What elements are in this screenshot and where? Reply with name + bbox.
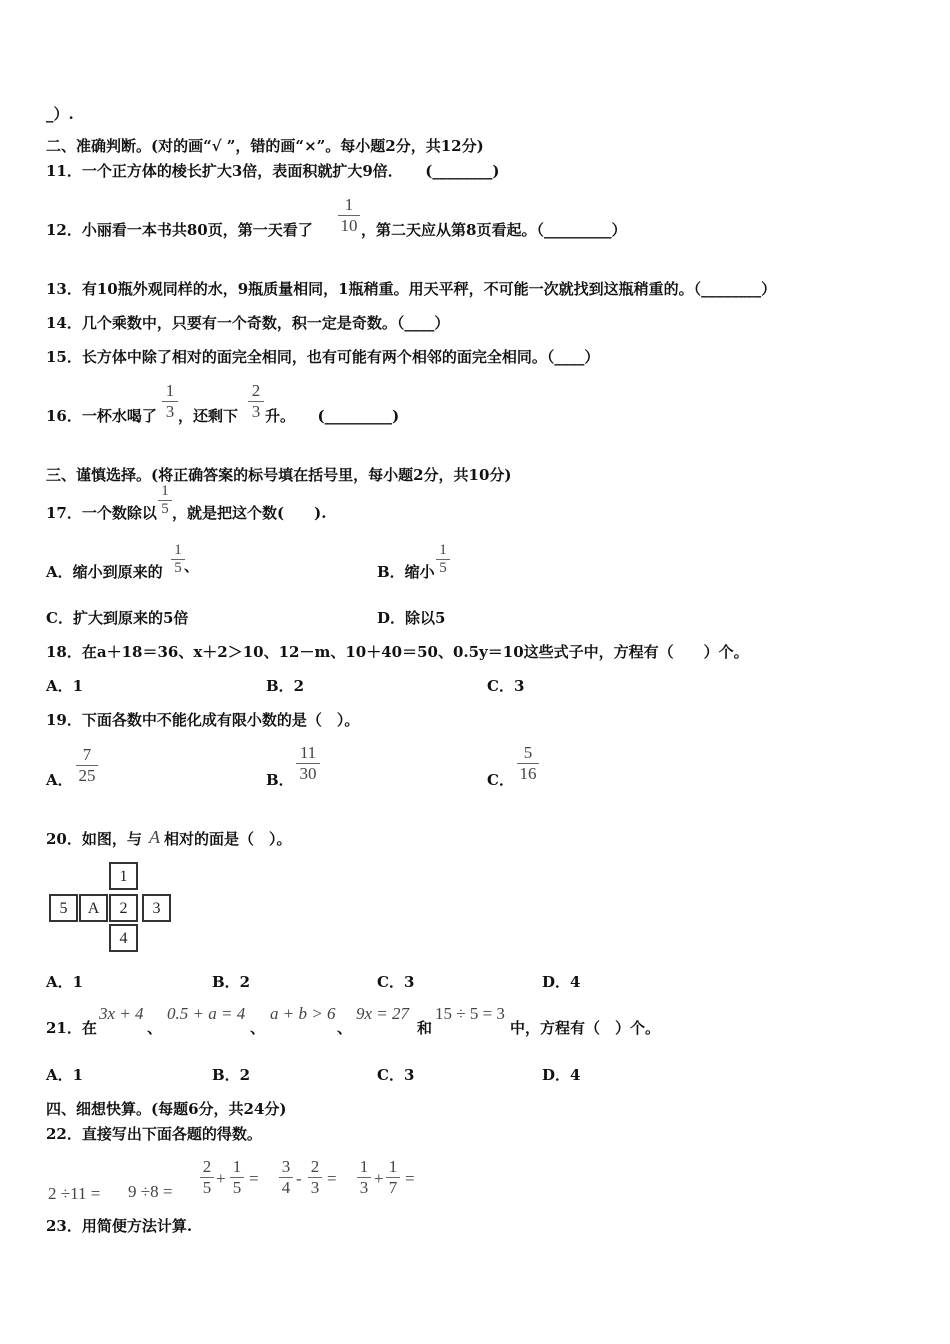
question-16-text: 16．一杯水喝了 (46, 407, 157, 425)
q17-option-d: D．除以5 (377, 609, 446, 627)
question-21-text: 21．在 (46, 1019, 97, 1037)
calc-3-fraction-1: 2 5 (200, 1158, 214, 1197)
question-17-fraction: 1 5 (158, 484, 172, 517)
q21-expression-1: 3x + 4 (99, 1004, 144, 1023)
q17-option-b: B．缩小 (377, 563, 435, 581)
calc-4-fraction-1: 3 4 (279, 1158, 293, 1197)
q17-option-a-fraction: 1 5 (171, 543, 185, 576)
q19-option-c: C． (487, 771, 514, 789)
calc-3-fraction-2: 1 5 (230, 1158, 244, 1197)
net-face-left: 5 (49, 894, 78, 922)
q21-option-b: B．2 (212, 1066, 251, 1084)
question-16-fraction-2: 2 3 (248, 382, 264, 421)
q20-option-c: C．3 (377, 973, 415, 991)
q19-option-a-fraction: 7 25 (76, 746, 98, 785)
question-20-text: 20．如图，与 (46, 830, 142, 848)
calc-1: 2 ÷11 = (48, 1184, 101, 1203)
q17-option-a-tail: 、 (184, 557, 200, 575)
question-12-text: 12．小丽看一本书共80页，第一天看了 (46, 221, 313, 239)
net-face-top: 1 (109, 862, 138, 890)
question-16-fraction-1: 1 3 (162, 382, 178, 421)
net-face-right2: 3 (142, 894, 171, 922)
question-19: 19．下面各数中不能化成有限小数的是（ ）。 (46, 711, 360, 729)
q21-separator-2: 、 (250, 1019, 266, 1037)
top-fragment: _）. (46, 105, 74, 123)
question-11: 11．一个正方体的棱长扩大3倍，表面积就扩大9倍． (________) (46, 162, 500, 180)
question-12-fraction: 1 10 (338, 196, 360, 235)
calc-4-equals: = (327, 1169, 337, 1188)
question-17-text: 17．一个数除以 (46, 504, 157, 522)
net-face-center: A (79, 894, 108, 922)
q19-option-c-fraction: 5 16 (517, 744, 539, 783)
question-20-variable: A (149, 827, 160, 847)
section4-heading: 四、细想快算。(每题6分，共24分) (46, 1100, 287, 1118)
question-15: 15．长方体中除了相对的面完全相同，也有可能有两个相邻的面完全相同。（____） (46, 348, 600, 366)
q21-expression-4: 9x = 27 (356, 1004, 410, 1023)
question-17-text-end: ，就是把这个数( ). (172, 504, 327, 522)
section3-heading: 三、谨慎选择。(将正确答案的标号填在括号里，每小题2分，共10分) (46, 466, 512, 484)
q18-option-b: B．2 (266, 677, 305, 695)
q18-option-a: A．1 (46, 677, 84, 695)
question-14: 14．几个乘数中，只要有一个奇数，积一定是奇数。（____） (46, 314, 450, 332)
q18-option-c: C．3 (487, 677, 525, 695)
q21-separator-3: 、 (337, 1019, 353, 1037)
q19-option-a: A． (46, 771, 73, 789)
question-12-text-end: ，第二天应从第8页看起。（_________） (361, 221, 627, 239)
calc-5-fraction-1: 1 3 (357, 1158, 371, 1197)
q17-option-b-fraction: 1 5 (436, 543, 450, 576)
question-23: 23．用简便方法计算. (46, 1217, 193, 1235)
q20-option-a: A．1 (46, 973, 84, 991)
calc-3-equals: = (249, 1169, 259, 1188)
calc-5-equals: = (405, 1169, 415, 1188)
section2-heading: 二、准确判断。(对的画“√ ”，错的画“×”。每小题2分，共12分) (46, 137, 484, 155)
question-18: 18．在a＋18＝36、x＋2＞10、12－m、10＋40＝50、0.5y＝10这些式子中，方程有（ ）个。 (46, 643, 749, 661)
question-22: 22．直接写出下面各题的得数。 (46, 1125, 262, 1143)
q19-option-b: B． (266, 771, 294, 789)
q21-option-c: C．3 (377, 1066, 415, 1084)
q20-option-d: D．4 (542, 973, 581, 991)
question-20-text-end: 相对的面是（ ）。 (164, 830, 292, 848)
q21-option-d: D．4 (542, 1066, 581, 1084)
q19-option-b-fraction: 11 30 (296, 744, 320, 783)
q17-option-a: A．缩小到原来的 (46, 563, 163, 581)
calc-4-fraction-2: 2 3 (308, 1158, 322, 1197)
calc-2: 9 ÷8 = (128, 1182, 173, 1201)
net-face-bottom: 4 (109, 924, 138, 952)
calc-4-operator: - (296, 1169, 302, 1188)
q20-option-b: B．2 (212, 973, 251, 991)
q17-option-c: C．扩大到原来的5倍 (46, 609, 189, 627)
question-16-text-mid: ，还剩下 (178, 407, 239, 425)
q21-and: 和 (417, 1019, 433, 1037)
q21-expression-5: 15 ÷ 5 = 3 (435, 1004, 505, 1023)
net-face-right1: 2 (109, 894, 138, 922)
question-13: 13．有10瓶外观同样的水，9瓶质量相同，1瓶稍重。用天平秤，不可能一次就找到这瓶稍重的。（________） (46, 280, 777, 298)
question-16-text-end: 升。 (_________) (265, 407, 400, 425)
q21-expression-3: a + b > 6 (270, 1004, 336, 1023)
calc-5-operator: + (374, 1169, 384, 1188)
q21-option-a: A．1 (46, 1066, 84, 1084)
calc-3-operator: + (216, 1169, 226, 1188)
q21-expression-2: 0.5 + a = 4 (167, 1004, 246, 1023)
question-21-text-end: 中，方程有（ ）个。 (510, 1019, 661, 1037)
cube-net-figure (49, 862, 174, 954)
q21-separator-1: 、 (147, 1019, 163, 1037)
calc-5-fraction-2: 1 7 (386, 1158, 400, 1197)
